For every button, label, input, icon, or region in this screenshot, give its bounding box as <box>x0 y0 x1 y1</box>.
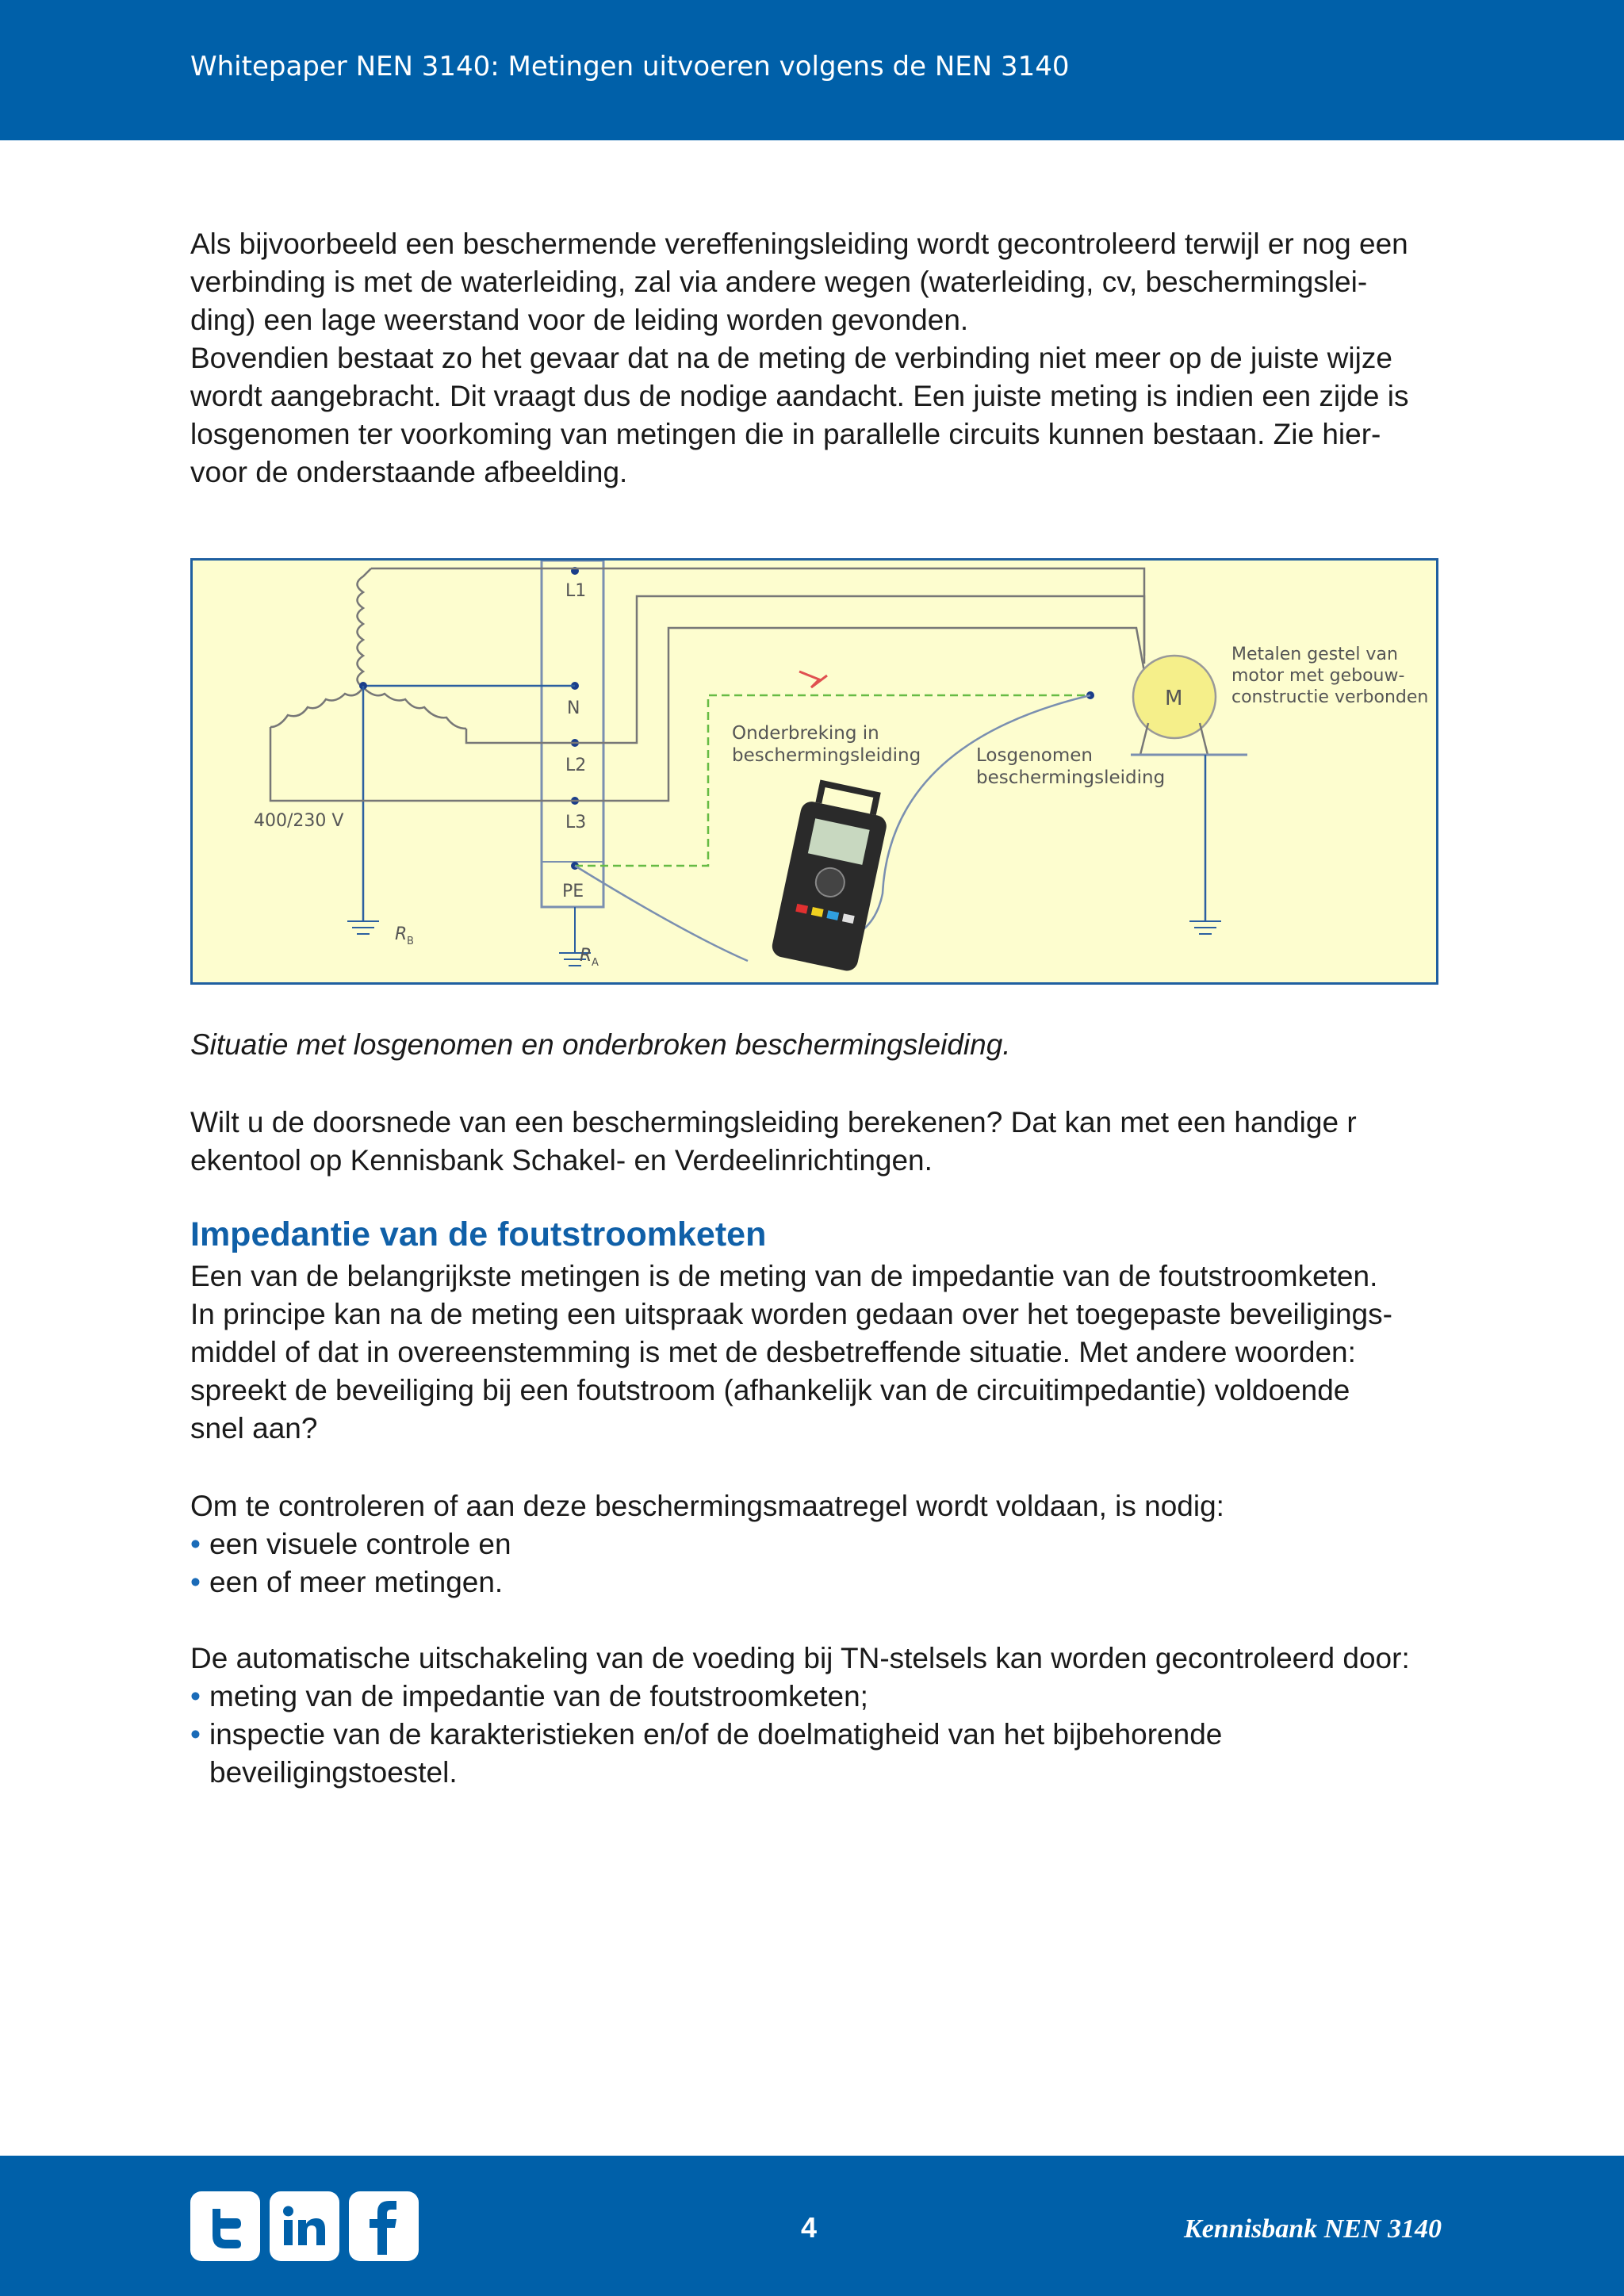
list-item <box>190 1678 1459 1716</box>
voltage-label: 400/230 V <box>254 811 344 831</box>
impedance-line: spreekt de beveiliging bij een foutstroom (afhankelijk van de circuitimpedantie) voldoende <box>190 1374 1350 1406</box>
impedance-line: Een van de belangrijkste metingen is de meting van de impedantie van de foutstroomketen. <box>190 1260 1378 1292</box>
circuit-svg <box>193 561 1436 982</box>
bullet-icon: • <box>190 1680 201 1712</box>
intro-line: ding) een lage weerstand voor de leiding worden gevonden. <box>190 304 969 336</box>
terminal-label: PE <box>562 882 584 901</box>
impedance-line: In principe kan na de meting een uitspraak worden gedaan over het toegepaste beveiligings- <box>190 1298 1392 1330</box>
intro-text <box>190 225 1451 492</box>
bullet-icon: • <box>190 1718 201 1751</box>
impedance-line: middel of dat in overeenstemming is met de desbetreffende situatie. Met andere woorden: <box>190 1336 1356 1368</box>
control-section <box>190 1487 1459 1601</box>
list-item-text: beveiligingstoestel. <box>209 1756 458 1789</box>
intro-line: Als bijvoorbeeld een beschermende vereffeningsleiding wordt gecontroleerd terwijl er nog een <box>190 228 1408 260</box>
terminal-label: N <box>567 698 580 718</box>
intro-line: wordt aangebracht. Dit vraagt dus de nodige aandacht. Een juiste meting is indien een zijde is <box>190 380 1409 412</box>
ra-label: R <box>580 946 592 966</box>
list-item-continuation <box>190 1754 1459 1792</box>
intro-line: Bovendien bestaat zo het gevaar dat na de meting de verbinding niet meer op de juiste wijze <box>190 342 1392 374</box>
page-footer <box>0 2156 1624 2296</box>
twitter-icon[interactable] <box>190 2191 260 2261</box>
motor-desc-label: Metalen gestel van <box>1231 645 1398 664</box>
footer-brand: Kennisbank NEN 3140 <box>1184 2214 1442 2244</box>
loose-label: Losgenomen <box>976 745 1093 766</box>
transformer-coils <box>270 568 466 729</box>
terminal-block <box>542 561 603 907</box>
control-intro: Om te controleren of aan deze beschermingsmaatregel wordt voldaan, is nodig: <box>190 1490 1224 1522</box>
list-item <box>190 1563 1459 1601</box>
measure-lead-pe <box>575 866 748 961</box>
ra-sub-label: A <box>592 957 599 969</box>
linkedin-icon[interactable] <box>270 2191 339 2261</box>
loose-label: beschermingsleiding <box>976 767 1166 788</box>
list-item-text: een of meer metingen. <box>209 1566 504 1598</box>
bullet-icon: • <box>190 1566 201 1598</box>
motor-desc-label: motor met gebouw- <box>1231 666 1405 686</box>
list-item <box>190 1525 1459 1563</box>
motor-label: M <box>1165 687 1183 710</box>
motor-desc-label: constructie verbonden <box>1231 687 1429 707</box>
terminal-label: L2 <box>565 756 587 775</box>
tool-line: Wilt u de doorsnede van een beschermingsleiding berekenen? Dat kan met een handige r <box>190 1106 1357 1138</box>
terminal-label: L3 <box>565 813 587 832</box>
page-header <box>0 0 1624 140</box>
l2-wire <box>466 596 1144 743</box>
list-item-text: inspectie van de karakteristieken en/of de doelmatigheid van het bijbehorende <box>209 1718 1223 1751</box>
page-number: 4 <box>801 2211 818 2244</box>
meter-device-icon <box>770 780 892 973</box>
intro-line: voor de onderstaande afbeelding. <box>190 456 628 488</box>
tool-line: ekentool op Kennisbank Schakel- en Verdeelinrichtingen. <box>190 1144 933 1177</box>
rb-sub-label: B <box>407 936 414 947</box>
impedance-section <box>190 1215 1459 1448</box>
l1-wire <box>371 568 1144 656</box>
auto-intro: De automatische uitschakeling van de voeding bij TN-stelsels kan worden gecontroleerd door: <box>190 1642 1410 1674</box>
auto-section <box>190 1640 1459 1792</box>
circuit-diagram <box>190 558 1438 985</box>
list-item-text: een visuele controle en <box>209 1528 511 1560</box>
intro-line: losgenomen ter voorkoming van metingen die in parallelle circuits kunnen bestaan. Zie hier- <box>190 418 1381 450</box>
fault-label: beschermingsleiding <box>732 745 921 766</box>
facebook-icon[interactable] <box>349 2191 419 2261</box>
rb-label: R <box>395 924 408 944</box>
header-title: Whitepaper NEN 3140: Metingen uitvoeren volgens de NEN 3140 <box>190 51 1070 82</box>
list-item <box>190 1716 1459 1754</box>
impedance-line: snel aan? <box>190 1412 318 1445</box>
terminal-label: L1 <box>565 581 587 601</box>
fault-label: Onderbreking in <box>732 723 879 744</box>
tool-paragraph <box>190 1104 1459 1180</box>
bullet-icon: • <box>190 1528 201 1560</box>
intro-line: verbinding is met de waterleiding, zal via andere wegen (waterleiding, cv, beschermingslei- <box>190 266 1368 298</box>
list-item-text: meting van de impedantie van de foutstroomketen; <box>209 1680 868 1712</box>
fault-lightning-icon <box>799 672 827 687</box>
figure-caption: Situatie met losgenomen en onderbroken beschermingsleiding. <box>190 1028 1011 1061</box>
section-heading: Impedantie van de foutstroomketen <box>190 1215 767 1253</box>
